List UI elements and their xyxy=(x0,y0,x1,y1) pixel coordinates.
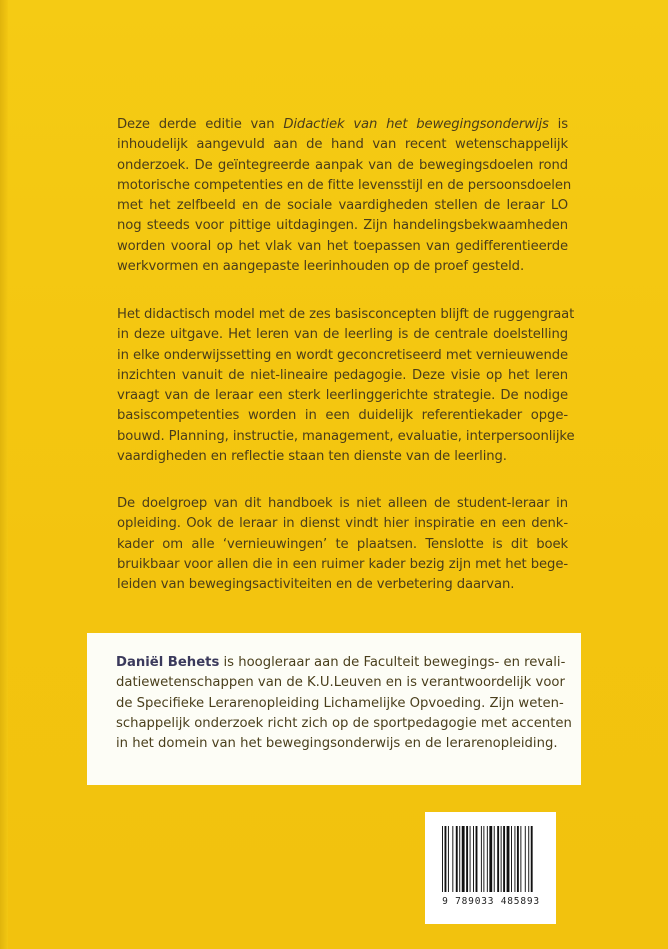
blurb-line: worden vooral op het vlak van het toepassen van gedifferentieerde xyxy=(117,238,568,254)
blurb-line: De doelgroep van dit handboek is niet alleen de student-leraar in xyxy=(117,496,568,511)
barcode-bar xyxy=(481,826,482,892)
blurb-line: inhoudelijk aangevuld aan de hand van recent wetenschappelijk xyxy=(117,137,568,153)
blurb-line: werkvormen en aangepaste leerinhouden op de proef gesteld. xyxy=(117,259,525,275)
barcode-bar xyxy=(531,826,533,892)
barcode-box xyxy=(425,812,556,924)
barcode-bar xyxy=(473,826,474,892)
barcode-bar xyxy=(489,826,492,892)
blurb-line: opleiding. Ook de leraar in dienst vindt hier inspiratie en een denk- xyxy=(117,516,568,532)
barcode-bar xyxy=(487,826,488,892)
barcode-bar xyxy=(511,826,512,892)
author-line: in het domein van het bewegingsonderwijs en de lerarenopleiding. xyxy=(116,736,558,752)
barcode-bar xyxy=(517,826,519,892)
barcode-bar xyxy=(459,826,460,892)
barcode-bar xyxy=(462,826,465,892)
barcode-bar xyxy=(503,826,505,892)
blurb-line: nog steeds voor pittige uitdagingen. Zijn handelingsbekwaamheden xyxy=(117,218,568,234)
barcode-bar xyxy=(448,826,449,892)
barcode-bar xyxy=(494,826,495,892)
blurb-line: inzichten vanuit de niet-lineaire pedagogie. Deze visie op het leren xyxy=(117,367,568,383)
blurb-line: bouwd. Planning, instructie, management, evaluatie, interpersoonlijke xyxy=(117,428,575,444)
blurb-line: leiden van bewegingsactiviteiten en de verbetering daarvan. xyxy=(117,577,515,593)
barcode-bar xyxy=(520,826,521,892)
blurb-line: basiscompetenties worden in een duidelijk referentiekader opge- xyxy=(117,408,568,424)
author-line: Daniël Behets is hoogleraar aan de Faculteit bewegings- en revali- xyxy=(116,655,566,670)
blurb-paragraph-3 xyxy=(117,494,568,595)
barcode-bar xyxy=(445,826,447,892)
blurb-line: kader om alle ‘vernieuwingen’ te plaatsen. Tenslotte is dit boek xyxy=(117,536,568,552)
blurb-line: met het zelfbeeld en de sociale vaardigheden stellen de leraar LO xyxy=(117,198,568,214)
barcode-bar xyxy=(466,826,468,892)
barcode-bar xyxy=(483,826,484,892)
author-name: Daniël Behets xyxy=(116,655,220,670)
barcode-bar xyxy=(476,826,478,892)
blurb-paragraph-2 xyxy=(117,305,575,467)
blurb-line: Het didactisch model met de zes basisconcepten blijft de ruggengraat xyxy=(117,307,575,322)
author-bio xyxy=(116,653,572,754)
barcode-bar xyxy=(514,826,515,892)
blurb-line: in deze uitgave. Het leren van de leerling is de centrale doelstelling xyxy=(117,327,568,343)
book-title: Didactiek van het bewegingsonderwijs xyxy=(283,117,549,132)
barcode-bar xyxy=(507,826,510,892)
blurb-paragraph-1 xyxy=(117,115,572,277)
author-line: schappelijk onderzoek richt zich op de sportpedagogie met accenten xyxy=(116,715,572,731)
barcode-bar xyxy=(501,826,502,892)
barcode-bar xyxy=(528,826,529,892)
author-line: de Specifieke Lerarenopleiding Lichamelijke Opvoeding. Zijn weten- xyxy=(116,695,564,711)
barcode-bar xyxy=(456,826,458,892)
barcode-bar xyxy=(497,826,499,892)
author-line: datiewetenschappen van de K.U.Leuven en is verantwoordelijk voor xyxy=(116,675,565,691)
blurb-line: vaardigheden en reflectie staan ten dienste van de leerling. xyxy=(117,449,507,465)
barcode-bar xyxy=(452,826,453,892)
barcode xyxy=(442,826,542,892)
cover-spine-edge xyxy=(0,0,8,949)
barcode-bar xyxy=(525,826,526,892)
blurb-line: vraagt van de leraar een sterk leerlinggerichte strategie. De nodige xyxy=(117,388,568,404)
blurb-line: bruikbaar voor allen die in een ruimer kader bezig zijn met het bege- xyxy=(117,556,568,572)
blurb-line: motorische competenties en de fitte levensstijl en de persoonsdoelen xyxy=(117,177,572,193)
blurb-line: in elke onderwijssetting en wordt geconcretiseerd met vernieuwende xyxy=(117,347,568,363)
barcode-bar xyxy=(470,826,471,892)
author-bio-box xyxy=(87,633,581,785)
blurb-line: onderzoek. De geïntegreerde aanpak van de bewegingsdoelen rond xyxy=(117,157,568,173)
barcode-bar xyxy=(442,826,443,892)
isbn-number: 9 789033 485893 xyxy=(442,896,540,907)
blurb-line: Deze derde editie van Didactiek van het bewegingsonderwijs is xyxy=(117,117,568,132)
